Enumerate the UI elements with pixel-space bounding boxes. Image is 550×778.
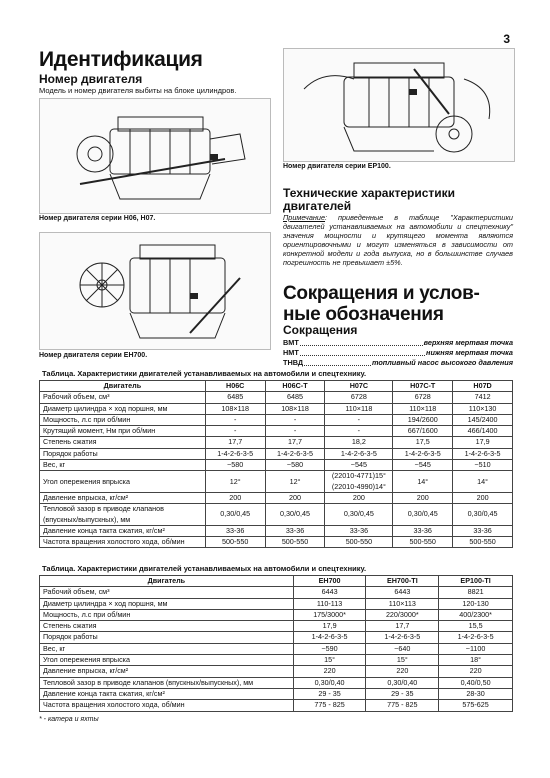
- tech-heading-line2: двигателей: [283, 199, 352, 213]
- cell-value: 18°: [439, 655, 513, 666]
- row-label: Давление конца такта сжатия, кг/см²: [40, 688, 294, 699]
- cell-value: 200: [393, 492, 453, 503]
- note-paragraph: [283, 213, 513, 267]
- abbr-value: топливный насос высокого давления: [371, 358, 513, 367]
- row-label: Вес, кг: [40, 643, 294, 654]
- cell-value: 0,30/0,40: [366, 677, 439, 688]
- cell-value: ~545: [325, 460, 393, 471]
- cell-value: 6485: [205, 392, 265, 403]
- abbr-row: [283, 358, 513, 368]
- cell-value: 6443: [293, 587, 366, 598]
- column-header-parameter: Двигатель: [40, 381, 206, 392]
- abbreviations-heading-line2: ные обозначения: [283, 304, 444, 325]
- cell-value: 108×118: [205, 403, 265, 414]
- cell-value: 108×118: [265, 403, 325, 414]
- cell-value: 6485: [265, 392, 325, 403]
- table-row: [40, 460, 513, 471]
- cell-value: 28-30: [439, 688, 513, 699]
- cell-value: -: [205, 426, 265, 437]
- cell-value: 575-625: [439, 700, 513, 711]
- cell-value: 500-550: [453, 537, 513, 548]
- abbr-dots: [304, 358, 371, 366]
- row-label: Порядок работы: [40, 632, 294, 643]
- row-label: Частота вращения холостого хода, об/мин: [40, 700, 294, 711]
- cell-value: 1-4-2-6-3-5: [293, 632, 366, 643]
- cell-value: 6728: [393, 392, 453, 403]
- caption-eh700: Номер двигателя серии EH700.: [39, 352, 148, 359]
- cell-value: ~590: [293, 643, 366, 654]
- cell-value: 1-4-2-6-3-5: [366, 632, 439, 643]
- cell-value: 1-4-2-6-3-5: [439, 632, 513, 643]
- table-row: [40, 525, 513, 536]
- row-label: Давление впрыска, кг/см²: [40, 492, 206, 503]
- table1-title: Таблица. Характеристики двигателей устанавливаемых на автомобили и спецтехнику.: [42, 369, 367, 378]
- row-label: Порядок работы: [40, 448, 206, 459]
- cell-value: 6443: [366, 587, 439, 598]
- table-row: [40, 598, 513, 609]
- note-text: : приведенные в таблице "Характеристики двигателей устанавливаемых на автомобили и спецтехнику" значения мощности и крутящего момента являются ориентировочными и могут изменяться в зависимости от конкретной модели и года выпуска, но в большинстве случаев погрешность не превышает ±5%.: [283, 213, 513, 267]
- cell-value: 33-36: [453, 525, 513, 536]
- cell-value: ~1100: [439, 643, 513, 654]
- engine-h06-drawing: [40, 99, 270, 213]
- row-label: Мощность, л.с при об/мин: [40, 414, 206, 425]
- cell-value: 775 - 825: [366, 700, 439, 711]
- caption-ep100: Номер двигателя серии EP100.: [283, 163, 391, 170]
- row-label: Крутящий момент, Нм при об/мин: [40, 426, 206, 437]
- table2-header-row: [40, 576, 513, 587]
- table-row: [40, 504, 513, 526]
- cell-value: 17,5: [393, 437, 453, 448]
- cell-value: 33-36: [265, 525, 325, 536]
- cell-value: 200: [205, 492, 265, 503]
- abbr-dots: [300, 338, 423, 346]
- table-row: [40, 414, 513, 425]
- table-row: [40, 655, 513, 666]
- cell-value: 18,2: [325, 437, 393, 448]
- engine-eh700-drawing: [40, 233, 270, 349]
- abbr-key: ТНВД: [283, 358, 304, 367]
- cell-value: 33-36: [325, 525, 393, 536]
- table-row: [40, 492, 513, 503]
- row-label: Диаметр цилиндра × ход поршня, мм: [40, 598, 294, 609]
- cell-value: ~545: [393, 460, 453, 471]
- row-label: Степень сжатия: [40, 621, 294, 632]
- abbr-dots: [300, 348, 425, 356]
- cell-value: -: [265, 426, 325, 437]
- cell-value: 110-113: [293, 598, 366, 609]
- table-row: [40, 621, 513, 632]
- cell-value: 0,30/0,45: [205, 504, 265, 526]
- cell-value: 17,9: [293, 621, 366, 632]
- cell-value: 1-4-2-6-3-5: [453, 448, 513, 459]
- cell-value: 0,30/0,45: [453, 504, 513, 526]
- abbr-value: нижняя мертвая точка: [426, 348, 513, 357]
- cell-value: 500-550: [325, 537, 393, 548]
- table-row: [40, 587, 513, 598]
- abbr-value: верхняя мертвая точка: [423, 338, 513, 347]
- cell-value: 0,30/0,45: [325, 504, 393, 526]
- cell-value: 33-36: [393, 525, 453, 536]
- cell-value: 200: [453, 492, 513, 503]
- cell-value: 14°: [393, 471, 453, 493]
- cell-value: 1-4-2-6-3-5: [393, 448, 453, 459]
- cell-value: 17,7: [366, 621, 439, 632]
- cell-value: 1-4-2-6-3-5: [265, 448, 325, 459]
- cell-value: 7412: [453, 392, 513, 403]
- cell-value: ~580: [205, 460, 265, 471]
- engine-spec-table-e-series: [39, 575, 513, 712]
- cell-value: 17,7: [205, 437, 265, 448]
- engine-number-heading: Номер двигателя: [39, 72, 143, 86]
- engine-number-text: Модель и номер двигателя выбиты на блоке цилиндров.: [39, 86, 237, 95]
- cell-value: -: [205, 414, 265, 425]
- cell-value: 0,30/0,40: [293, 677, 366, 688]
- cell-value: 120-130: [439, 598, 513, 609]
- cell-value: -: [265, 414, 325, 425]
- row-label: Вес, кг: [40, 460, 206, 471]
- cell-value: 110×113: [366, 598, 439, 609]
- abbreviations-heading-line1: Сокращения и услов-: [283, 283, 480, 304]
- column-header-engine: H07C: [325, 381, 393, 392]
- row-label: Давление конца такта сжатия, кг/см²: [40, 525, 206, 536]
- row-label: Мощность, л.с при об/мин: [40, 609, 294, 620]
- cell-value: 220: [439, 666, 513, 677]
- cell-value: 0,30/0,45: [265, 504, 325, 526]
- row-label: Давление впрыска, кг/см²: [40, 666, 294, 677]
- engine-spec-table-h-series: [39, 380, 513, 548]
- table2-title: Таблица. Характеристики двигателей устанавливаемых на автомобили и спецтехнику.: [42, 564, 367, 573]
- cell-value: 29 - 35: [293, 688, 366, 699]
- table-row: [40, 471, 513, 493]
- cell-value: 17,7: [265, 437, 325, 448]
- cell-value: 0,30/0,45: [393, 504, 453, 526]
- column-header-engine: EH700: [293, 576, 366, 587]
- table-row: [40, 643, 513, 654]
- cell-value: 500-550: [265, 537, 325, 548]
- column-header-parameter: Двигатель: [40, 576, 294, 587]
- table-row: [40, 677, 513, 688]
- abbr-key: НМТ: [283, 348, 299, 357]
- tech-heading-line1: Технические характеристики: [283, 186, 456, 200]
- row-label: Частота вращения холостого хода, об/мин: [40, 537, 206, 548]
- footnote: * - катера и яхты: [39, 716, 99, 723]
- column-header-engine: EP100-TI: [439, 576, 513, 587]
- cell-value: 33-36: [205, 525, 265, 536]
- row-label: Диаметр цилиндра × ход поршня, мм: [40, 403, 206, 414]
- cell-value: ~510: [453, 460, 513, 471]
- cell-value: 200: [265, 492, 325, 503]
- cell-value: 14°: [453, 471, 513, 493]
- cell-value: 17,9: [453, 437, 513, 448]
- table-row: [40, 688, 513, 699]
- cell-value: 15°: [366, 655, 439, 666]
- cell-value: 0,40/0,50: [439, 677, 513, 688]
- column-header-engine: H07C-T: [393, 381, 453, 392]
- cell-value: -: [325, 414, 393, 425]
- row-label: Тепловой зазор в приводе клапанов (впускных/выпускных), мм: [40, 677, 294, 688]
- cell-value: 667/1600: [393, 426, 453, 437]
- table-row: [40, 403, 513, 414]
- table-row: [40, 632, 513, 643]
- row-label: Рабочий объем, см³: [40, 587, 294, 598]
- cell-value: 1-4-2-6-3-5: [205, 448, 265, 459]
- table-row: [40, 609, 513, 620]
- engine-ep100-drawing: [284, 49, 514, 161]
- column-header-engine: H06C-T: [265, 381, 325, 392]
- cell-value: 29 - 35: [366, 688, 439, 699]
- cell-value: 175/3000*: [293, 609, 366, 620]
- engine-ep100-illustration: [283, 48, 515, 162]
- cell-value: 775 - 825: [293, 700, 366, 711]
- table-row: [40, 426, 513, 437]
- cell-value: 6728: [325, 392, 393, 403]
- row-label: Степень сжатия: [40, 437, 206, 448]
- abbr-row: [283, 348, 513, 358]
- abbr-key: ВМТ: [283, 338, 299, 347]
- caption-h06: Номер двигателя серии H06, H07.: [39, 215, 156, 222]
- cell-value: 8821: [439, 587, 513, 598]
- cell-value: 194/2600: [393, 414, 453, 425]
- cell-value: 110×118: [325, 403, 393, 414]
- cell-value: 12°: [265, 471, 325, 493]
- cell-value: 466/1400: [453, 426, 513, 437]
- cell-value: 500-550: [205, 537, 265, 548]
- table-row: [40, 392, 513, 403]
- abbreviations-heading: [283, 283, 479, 325]
- row-label: Угол опережения впрыска: [40, 471, 206, 493]
- column-header-engine: H07D: [453, 381, 513, 392]
- page-number: 3: [503, 32, 510, 46]
- cell-value: 15°: [293, 655, 366, 666]
- table1-header-row: [40, 381, 513, 392]
- cell-value: 500-550: [393, 537, 453, 548]
- row-label: Рабочий объем, см³: [40, 392, 206, 403]
- cell-value: ~580: [265, 460, 325, 471]
- cell-value: 1-4-2-6-3-5: [325, 448, 393, 459]
- cell-value: 110×118: [393, 403, 453, 414]
- cell-value: 12°: [205, 471, 265, 493]
- table-row: [40, 437, 513, 448]
- abbreviations-subheading: Сокращения: [283, 323, 358, 337]
- engine-eh700-illustration: [39, 232, 271, 350]
- note-label: Примечание: [283, 213, 326, 222]
- page-title: Идентификация: [39, 48, 203, 71]
- engine-h06-illustration: [39, 98, 271, 214]
- cell-value: 15,5: [439, 621, 513, 632]
- column-header-engine: EH700-TI: [366, 576, 439, 587]
- cell-value: 110×130: [453, 403, 513, 414]
- cell-value: 145/2400: [453, 414, 513, 425]
- table-row: [40, 537, 513, 548]
- table-row: [40, 666, 513, 677]
- cell-value: (22010-4771)15° (22010-4990)14°: [325, 471, 393, 493]
- cell-value: 220/3000*: [366, 609, 439, 620]
- column-header-engine: H06C: [205, 381, 265, 392]
- row-label: Тепловой зазор в приводе клапанов (впускных/выпускных), мм: [40, 504, 206, 526]
- row-label: Угол опережения впрыска: [40, 655, 294, 666]
- abbr-row: [283, 338, 513, 348]
- cell-value: 400/2300*: [439, 609, 513, 620]
- table-row: [40, 448, 513, 459]
- cell-value: 220: [293, 666, 366, 677]
- cell-value: 200: [325, 492, 393, 503]
- table-row: [40, 700, 513, 711]
- cell-value: 220: [366, 666, 439, 677]
- cell-value: -: [325, 426, 393, 437]
- cell-value: ~640: [366, 643, 439, 654]
